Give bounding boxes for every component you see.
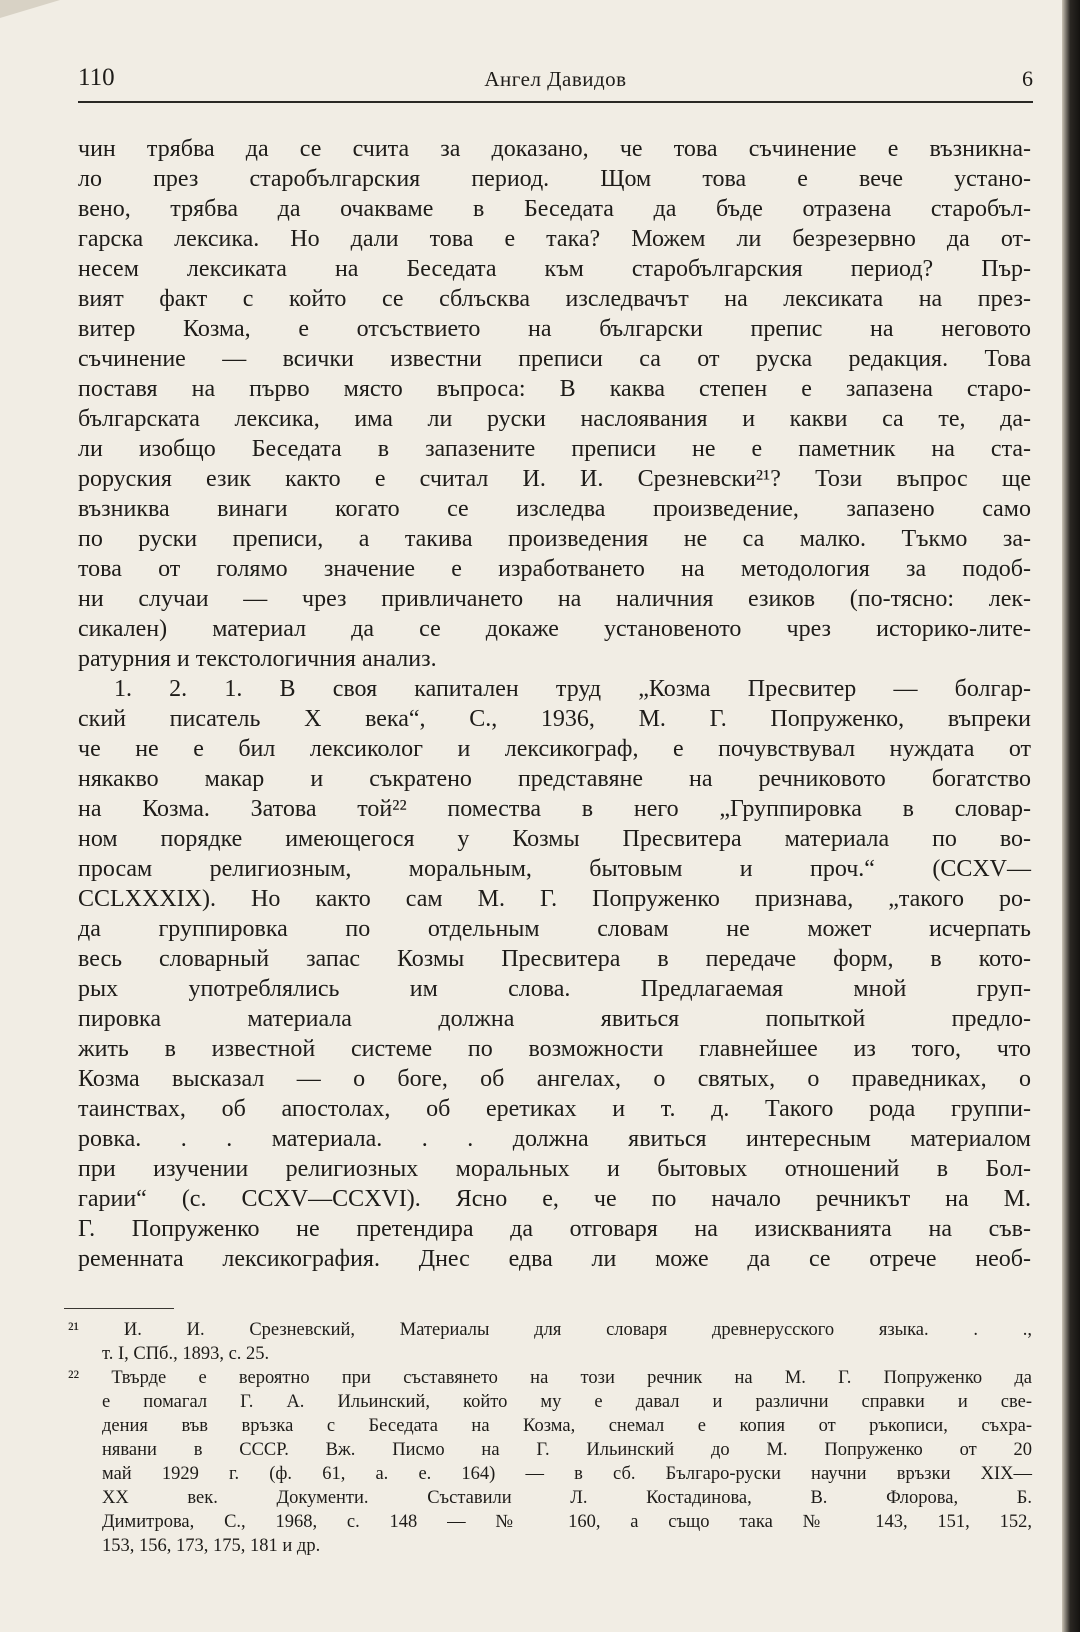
footnote-line: дения във връзка с Беседата на Козма, снемал е копия от ръкописи, съхра- [102,1416,1032,1436]
body-line: Г. Попруженко не претендира да отговаря на изискванията на съв- [78,1216,1031,1242]
footnote-21: ²¹ И. И. Срезневский, Материалы для словаря древнерусского языка. . ., [68,1320,1032,1340]
body-line: поставя на първо място въпроса: В каква степен е запазена старо- [78,376,1031,402]
body-line: на Козма. Затова той²² помества в него „Группировка в словар- [78,796,1031,822]
body-line: възниква винаги когато се изследва произведение, запазено само [78,496,1031,522]
header-mark: 6 [1022,66,1033,91]
body-line: несем лексиката на Беседата към старобългарския период? Пър- [78,256,1031,282]
body-line: таинствах, об апостолах, об еретиках и т. д. Такого рода группи- [78,1096,1031,1122]
body-line: роруския език както е считал И. И. Срезневски²¹? Този въпрос ще [78,466,1031,492]
body-line: витер Козма, е отсъствието на български препис на неговото [78,316,1031,342]
body-line: просам религиозным, моральным, бытовым и проч.“ (CCXV— [78,856,1031,882]
body-line: това от голямо значение е изработването на методология за подоб- [78,556,1031,582]
footnote-line: май 1929 г. (ф. 61, а. е. 164) — в сб. Българо-руски научни връзки XIX— [102,1464,1032,1484]
body-text [78,134,1031,1274]
body-line: ский писатель X века“, С., 1936, М. Г. Попруженко, въпреки [78,706,1031,732]
body-line: пировка материала должна явиться попыткой предло- [78,1006,1031,1032]
body-line: 1. 2. 1. В своя капитален труд „Козма Пресвитер — болгар- [114,676,1031,702]
page-corner [0,0,60,18]
body-line: вено, трябва да очакваме в Беседата да бъде отразена старобъл- [78,196,1031,222]
body-line: ровка. . . материала. . . должна явиться интересным материалом [78,1126,1031,1152]
footnote-line: 153, 156, 173, 175, 181 и др. [102,1536,321,1556]
book-spine-shadow [1062,0,1080,1632]
body-line: ло през старобългарския период. Щом това е вече устано- [78,166,1031,192]
body-line: гарии“ (с. CCXV—CCXVI). Ясно е, че по начало речникът на М. [78,1186,1031,1212]
page-header [78,64,1033,104]
running-head: Ангел Давидов [484,67,627,91]
footnotes [64,1318,1032,1558]
body-line: жить в известной системе по возможности главнейшее из того, что [78,1036,1031,1062]
body-line: ном порядке имеющегося у Козмы Пресвитера материала по во- [78,826,1031,852]
footnote-rule [64,1308,174,1309]
footnote-line: Димитрова, С., 1968, с. 148 — № 160, а също така № 143, 151, 152, [102,1512,1032,1532]
body-line: да группировка по отдельным словам не может исчерпать [78,916,1031,942]
body-line: сикален) материал да се докаже установеното чрез историко-лите- [78,616,1031,642]
footnote-22: ²² Твърде е вероятно при съставянето на този речник на М. Г. Попруженко да [68,1368,1032,1388]
body-line: CCLXXXIX). Но както сам М. Г. Попруженко признава, „такого ро- [78,886,1031,912]
body-line: гарска лексика. Но дали това е така? Можем ли безрезервно да от- [78,226,1031,252]
body-line: ли изобщо Беседата в запазените преписи не е паметник на ста- [78,436,1031,462]
body-line: съчинение — всички известни преписи са от руска редакция. Това [78,346,1031,372]
body-line: весь словарный запас Козмы Пресвитера в передаче форм, в кото- [78,946,1031,972]
header-rule [78,101,1033,103]
body-line: по руски преписи, а такива произведения не са малко. Тъкмо за- [78,526,1031,552]
footnote-line: е помагал Г. А. Ильинский, който му е давал и различни справки и све- [102,1392,1032,1412]
footnote-line: т. I, СПб., 1893, с. 25. [102,1344,270,1364]
body-line: Козма высказал — о боге, об ангелах, о святых, о праведниках, о [78,1066,1031,1092]
body-line: ременната лексикография. Днес едва ли може да се отрече необ- [78,1246,1031,1272]
body-line: някакво макар и съкратено представяне на речниковото богатство [78,766,1031,792]
body-line: българската лексика, има ли руски наслоявания и какви са те, да- [78,406,1031,432]
body-line: рых употреблялись им слова. Предлагаемая мной груп- [78,976,1031,1002]
footnote-line: XX век. Документи. Съставили Л. Костадинова, В. Флорова, Б. [102,1488,1032,1508]
body-line: че не е бил лексиколог и лексикограф, е почувствувал нуждата от [78,736,1031,762]
body-line: ратурния и текстологичния анализ. [78,646,437,672]
page-number: 110 [78,64,115,91]
body-line: ни случаи — чрез привличането на наличния езиков (по-тясно: лек- [78,586,1031,612]
footnote-line: нявани в СССР. Вж. Писмо на Г. Ильинский до М. Попруженко от 20 [102,1440,1032,1460]
body-line: чин трябва да се счита за доказано, че това съчинение е възникна- [78,136,1031,162]
body-line: вият факт с който се сблъсква изследвачът на лексиката на през- [78,286,1031,312]
body-line: при изучении религиозных моральных и бытовых отношений в Бол- [78,1156,1031,1182]
